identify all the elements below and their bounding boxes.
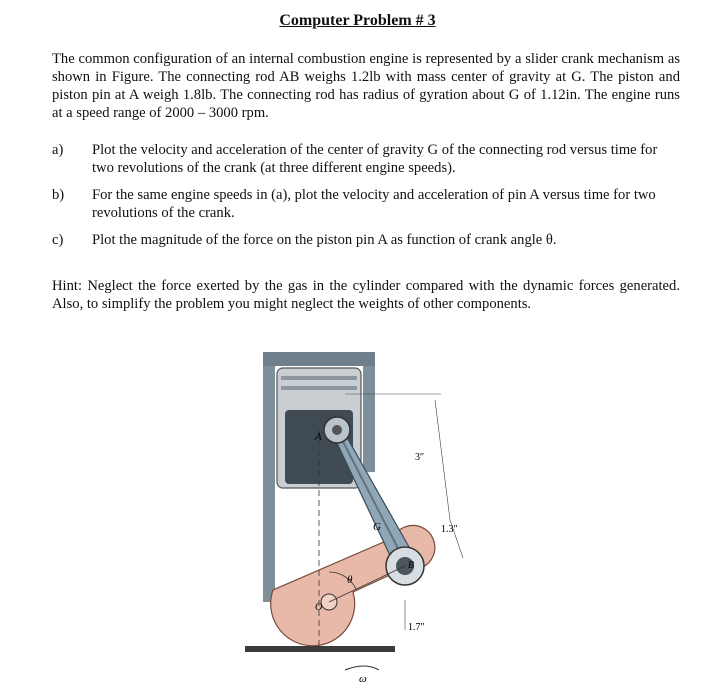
dim-rod-length: 3″ (415, 452, 425, 463)
item-text: Plot the velocity and acceleration of the center of gravity G of the connecting rod versus time for two revolutions of the crank (at three different engine speeds). (92, 142, 658, 176)
page-title: Computer Problem # 3 (279, 12, 436, 29)
piston-ring (281, 376, 357, 380)
piston-pin-center (332, 425, 342, 435)
item-label: a) (52, 142, 64, 158)
label-theta: θ (347, 574, 353, 586)
slider-crank-figure (245, 340, 485, 690)
dim-line-rod (435, 400, 450, 520)
cylinder-head (263, 352, 375, 366)
omega-arrow (345, 666, 379, 670)
cylinder-wall-right (363, 352, 375, 472)
hint-text: Hint: Neglect the force exerted by the gas in the cylinder compared with the dynamic forces generated. Also, to simplify the problem you might neglect the weights of other components. (52, 278, 680, 312)
item-label: c) (52, 232, 64, 248)
item-label: b) (52, 187, 65, 203)
dim-G-distance: 1.3″ (441, 524, 458, 535)
label-A: A (315, 431, 322, 443)
cylinder-wall-left (263, 352, 275, 602)
ground (245, 646, 395, 652)
problem-statement: The common configuration of an internal combustion engine is represented by a slider crank mechanism as shown in Figure. The connecting rod AB weighs 1.2lb with mass center of gravity at G. The piston and piston pin at A weigh 1.8lb. The connecting rod has radius of gyration about G of 1.12in. The engine runs at a speed range of 2000 – 3000 rpm. (52, 51, 680, 121)
item-text: Plot the magnitude of the force on the piston pin A as function of crank angle θ. (92, 232, 557, 248)
label-O: O (315, 602, 323, 613)
label-B: B (408, 560, 415, 571)
item-text: For the same engine speeds in (a), plot the velocity and acceleration of pin A versus time for two revolutions of the crank. (92, 187, 656, 221)
piston-ring (281, 386, 357, 390)
label-omega: ω (359, 673, 367, 685)
dim-crank-length: 1.7″ (408, 622, 425, 633)
label-G: G (373, 521, 381, 533)
